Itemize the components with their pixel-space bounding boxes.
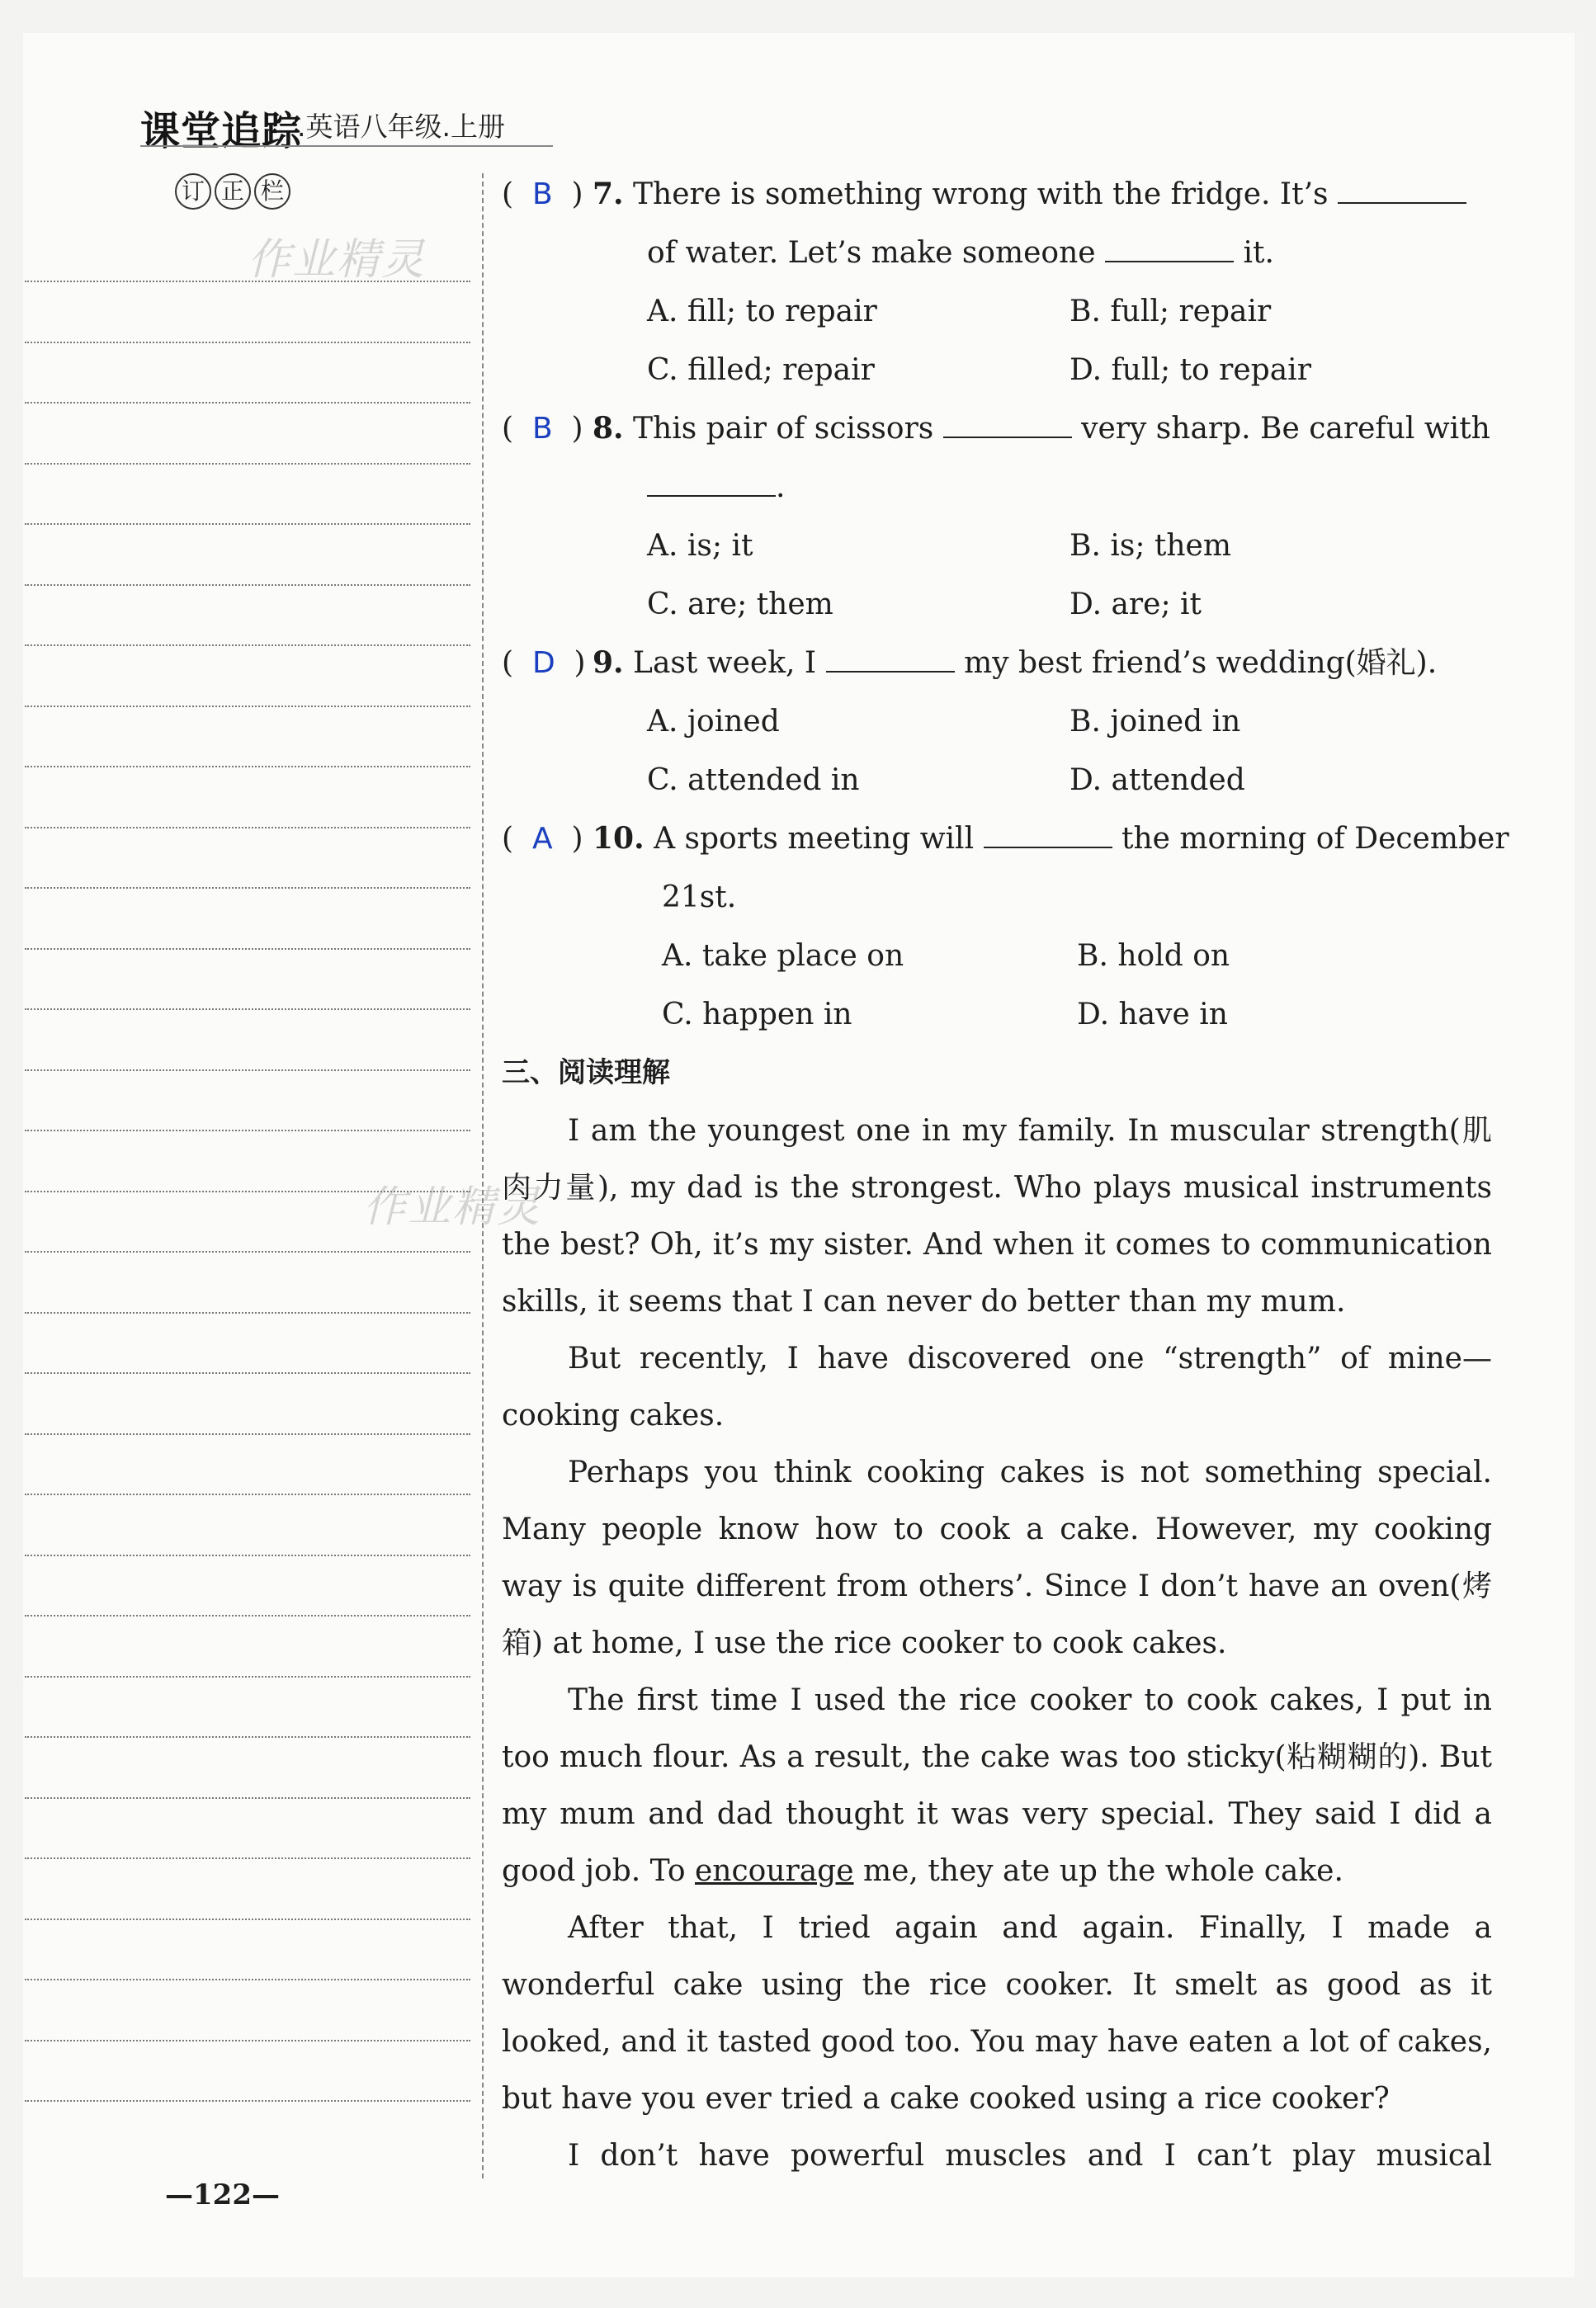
answer-blank [826, 646, 955, 673]
question-text: Last week, I [633, 646, 817, 680]
correction-line [25, 706, 470, 707]
book-brand-logo: 课堂追踪 [140, 108, 303, 154]
reading-text: me, they ate up the whole cake. [853, 1854, 1343, 1888]
question-text: This pair of scissors [633, 412, 934, 446]
watermark: 作业精灵 [363, 1182, 542, 1232]
reading-paragraph: But recently, I have discovered one “strength” of mine—cooking cakes. [502, 1342, 1492, 1432]
question-number: 7. [593, 177, 624, 211]
correction-line [25, 1251, 470, 1253]
reading-paragraph: After that, I tried again and again. Finally, I made a wonderful cake using the rice cooker. It smelt as good as it looked, and it tasted good too. You may have eaten a lot of cakes, but have you ever tried a cake cooked using a rice cooker? [502, 1911, 1492, 2116]
correction-label-char: 栏 [254, 173, 290, 210]
correction-line [25, 1494, 470, 1495]
correction-line [25, 342, 470, 343]
correction-line [25, 2100, 470, 2102]
question-number: 9. [593, 645, 624, 680]
correction-line [25, 1797, 470, 1799]
option-b: B. joined in [1070, 705, 1241, 739]
correction-line [25, 1130, 470, 1131]
reading-paragraph: I don’t have powerful muscles and I can’t play musical [568, 2139, 1492, 2173]
option-a: A. joined [647, 705, 780, 739]
option-a: A. is; it [647, 529, 753, 563]
option-d: D. have in [1077, 998, 1228, 1031]
option-c: C. are; them [647, 588, 833, 621]
question-text: very sharp. Be careful with [1081, 412, 1490, 446]
question-text: the morning of December [1121, 822, 1509, 856]
correction-line [25, 1312, 470, 1314]
correction-line [25, 1433, 470, 1435]
option-d: D. full; to repair [1070, 353, 1311, 387]
reading-text: The first time I used the rice cooker to cook cakes, I put in too much flour. As a result, the cake was too sticky(粘糊糊的). But my mum and dad thought it was very special. They said I did a good job. To [502, 1683, 1492, 1888]
question-9: ( D ) 9. Last week, I my best friend’s wedding(婚礼). A. joined B. joined in C. attended in D. attended [502, 634, 1492, 809]
question-text: my best friend’s wedding(婚礼). [964, 646, 1438, 680]
option-d: D. attended [1070, 763, 1245, 797]
option-a: A. take place on [662, 939, 904, 973]
option-a: A. fill; to repair [647, 295, 877, 328]
correction-line [25, 463, 470, 465]
option-b: B. hold on [1077, 939, 1230, 973]
option-b: B. full; repair [1070, 295, 1272, 328]
correction-label-char: 正 [215, 173, 251, 210]
correction-line [25, 1857, 470, 1859]
answer-mark: B [531, 177, 553, 211]
answer-blank [1105, 236, 1234, 262]
header-rule [140, 145, 553, 147]
reading-paragraph: Perhaps you think cooking cakes is not something special. Many people know how to cook a cake. However, my cooking way is quite different from others’. Since I don’t have an oven(烤箱) at home, I use the rice cooker to cook cakes. [502, 1456, 1492, 1660]
correction-line [25, 1008, 470, 1010]
correction-line [25, 766, 470, 767]
main-content [502, 165, 1509, 2184]
page-number: —122— [165, 2178, 280, 2211]
correction-label-char: 订 [175, 173, 211, 210]
correction-line [25, 948, 470, 950]
question-number: 8. [593, 411, 624, 446]
correction-line [25, 644, 470, 646]
question-7: ( B ) 7. There is something wrong with the fridge. It’s of water. Let’s make someone it. A. fill; to repair B. full; repair C. filled; repair D. full; to repair [502, 165, 1492, 399]
question-text: A sports meeting will [654, 822, 975, 856]
correction-line [25, 827, 470, 828]
option-c: C. filled; repair [647, 353, 875, 387]
answer-mark: B [531, 412, 553, 446]
option-c: C. happen in [662, 998, 852, 1031]
correction-column-label [175, 173, 294, 210]
correction-line [25, 1615, 470, 1617]
watermark: 作业精灵 [248, 235, 427, 285]
correction-line [25, 1372, 470, 1374]
correction-line [25, 584, 470, 586]
question-text: . [776, 470, 786, 504]
question-number: 10. [593, 821, 645, 856]
question-8: ( B ) 8. This pair of scissors very sharp. Be careful with . A. is; it B. is; them C. are; them D. are; it [502, 399, 1492, 634]
section-title: 三、阅读理解 [502, 1056, 670, 1089]
option-c: C. attended in [647, 763, 860, 797]
question-10: ( A ) 10. A sports meeting will the morning of December 21st. A. take place on B. hold on C. happen in D. have in [502, 809, 1492, 1044]
correction-line [25, 1979, 470, 1980]
question-text: of water. Let’s make someone [647, 236, 1096, 270]
correction-line [25, 402, 470, 404]
answer-mark: A [531, 822, 553, 856]
correction-line [25, 1069, 470, 1071]
correction-line [25, 2040, 470, 2041]
correction-line [25, 523, 470, 525]
correction-line [25, 1919, 470, 1920]
question-text: 21st. [662, 880, 737, 914]
answer-blank [943, 412, 1072, 438]
reading-paragraph: I am the youngest one in my family. In muscular strength(肌肉力量), my dad is the strongest. Who plays musical instruments the best? Oh, it’s my sister. And when it comes to communication skills, it seems that I can never do better than my mum. [502, 1114, 1492, 1319]
correction-line [25, 887, 470, 889]
reading-paragraph [502, 1672, 1492, 1900]
correction-line [25, 1736, 470, 1738]
question-text: it. [1243, 236, 1274, 270]
correction-line [25, 1676, 470, 1678]
correction-line [25, 1555, 470, 1556]
underlined-word: encourage [695, 1854, 854, 1888]
answer-blank [1338, 177, 1466, 204]
option-d: D. are; it [1070, 588, 1202, 621]
option-b: B. is; them [1070, 529, 1231, 563]
answer-blank [984, 822, 1112, 848]
question-text: There is something wrong with the fridge. It’s [633, 177, 1329, 211]
answer-mark: D [531, 646, 555, 680]
book-subtitle: .英语八年级.上册 [297, 111, 505, 143]
answer-blank [647, 470, 776, 497]
